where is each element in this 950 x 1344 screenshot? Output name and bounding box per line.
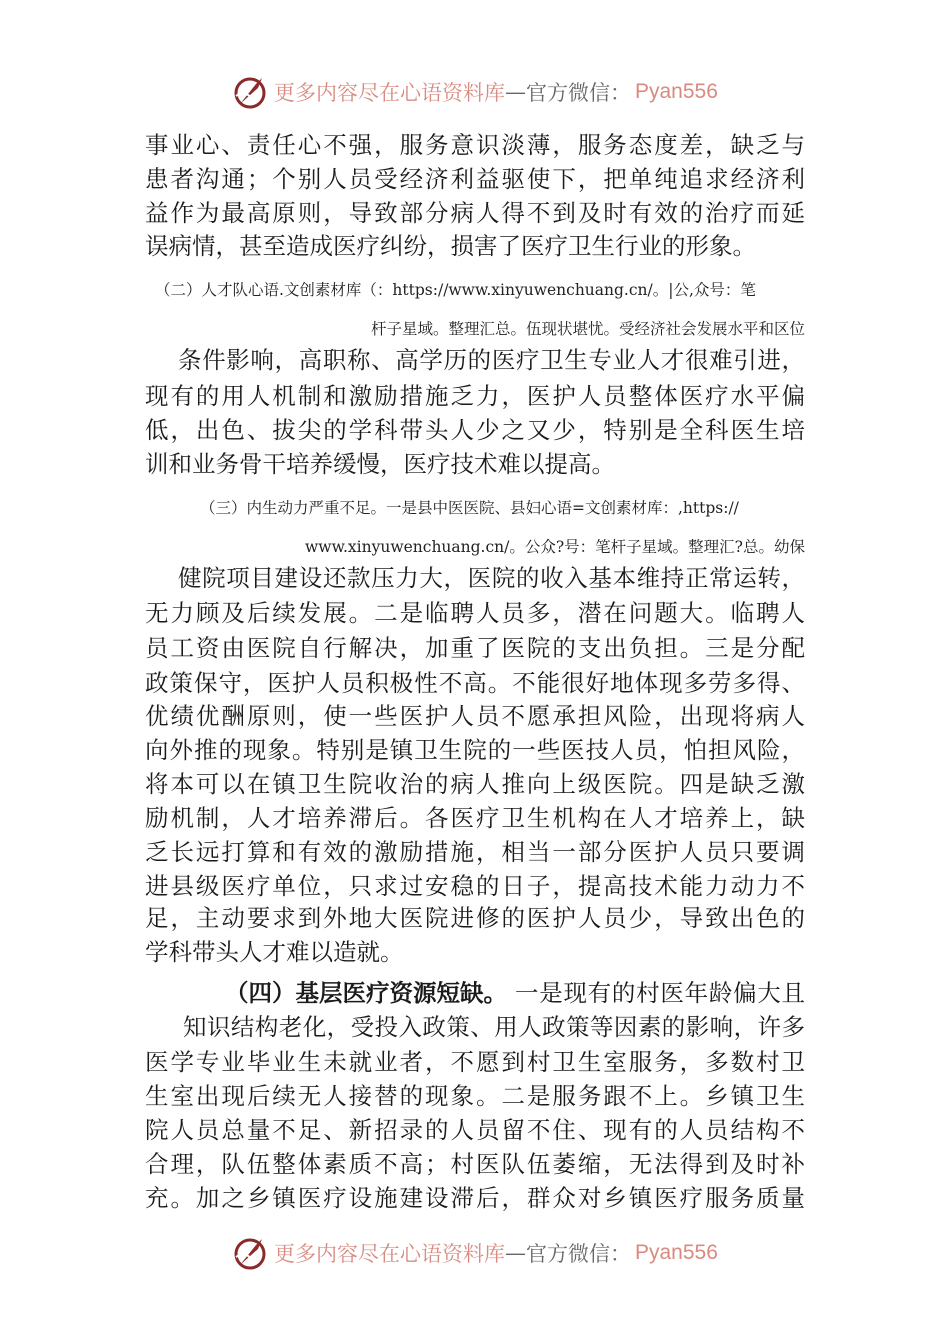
banner-dash: — — [505, 1241, 526, 1265]
paragraph-line: 学科带头人才难以造就。 — [145, 938, 404, 966]
watermark-text-line: （二）人才队心语.文创素材库（：https://www.xinyuwenchuang.cn/。|公,众号：笔 — [155, 281, 756, 299]
paragraph-line: 院人员总量不足、新招录的人员留不住、现有的人员结构不 — [145, 1116, 805, 1144]
section-heading-4: （四）基层医疗资源短缺。 — [225, 979, 507, 1007]
banner-wechat-label: 官方微信： — [526, 1242, 631, 1266]
banner-wechat-id: Pyan556 — [635, 1241, 718, 1264]
paragraph-line: 充。加之乡镇医疗设施建设滞后，群众对乡镇医疗服务质量 — [145, 1184, 805, 1212]
paragraph-line: 现有的用人机制和激励措施乏力，医护人员整体医疗水平偏 — [145, 382, 805, 410]
paragraph-line: 乏长远打算和有效的激励措施，相当一部分医护人员只要调 — [145, 838, 805, 866]
paragraph-line: 将本可以在镇卫生院收治的病人推向上级医院。四是缺乏激 — [145, 770, 805, 798]
watermark-text-line: www.xinyuwenchuang.cn/。公众?号：笔杆子星域。整理汇?总。幼保 — [305, 538, 805, 556]
paragraph-line: 向外推的现象。特别是镇卫生院的一些医技人员，怕担风险， — [145, 736, 805, 764]
paragraph-line: 事业心、责任心不强，服务意识淡薄，服务态度差，缺乏与 — [145, 131, 805, 159]
banner-dash: — — [505, 80, 526, 104]
paragraph-line: 低，出色、拔尖的学科带头人少之又少，特别是全科医生培 — [145, 416, 805, 444]
paragraph-line: 误病情，甚至造成医疗纠纷，损害了医疗卫生行业的形象。 — [145, 232, 756, 260]
paragraph-line: 条件影响，高职称、高学历的医疗卫生专业人才很难引进， — [178, 346, 805, 374]
quill-logo-icon — [232, 74, 268, 110]
paragraph-line: 一是现有的村医年龄偏大且 — [515, 979, 805, 1007]
paragraph-line: 患者沟通；个别人员受经济利益驱使下，把单纯追求经济利 — [145, 165, 805, 193]
paragraph-line: 励机制，人才培养滞后。各医疗卫生机构在人才培养上，缺 — [145, 804, 805, 832]
watermark-text-line: （三）内生动力严重不足。一是县中医医院、县妇心语=文创素材库：,https:// — [200, 499, 739, 517]
banner-wechat-id: Pyan556 — [635, 80, 718, 103]
paragraph-line: 医学专业毕业生未就业者，不愿到村卫生室服务，多数村卫 — [145, 1048, 805, 1076]
paragraph-line: 足，主动要求到外地大医院进修的医护人员少，导致出色的 — [145, 904, 805, 932]
paragraph-line: 无力顾及后续发展。二是临聘人员多，潜在问题大。临聘人 — [145, 599, 805, 627]
paragraph-line: 生室出现后续无人接替的现象。二是服务跟不上。乡镇卫生 — [145, 1082, 805, 1110]
header-banner — [232, 72, 718, 112]
paragraph-line: 员工资由医院自行解决，加重了医院的支出负担。三是分配 — [145, 634, 805, 662]
banner-wechat-label: 官方微信： — [526, 81, 631, 105]
paragraph-line: 进县级医疗单位，只求过安稳的日子，提高技术能力动力不 — [145, 872, 805, 900]
footer-banner — [232, 1233, 718, 1273]
paragraph-line: 政策保守，医护人员积极性不高。不能很好地体现多劳多得、 — [145, 669, 805, 697]
paragraph-line: 合理，队伍整体素质不高；村医队伍萎缩，无法得到及时补 — [145, 1150, 805, 1178]
banner-site-text: 更多内容尽在心语资料库 — [274, 81, 505, 105]
paragraph-line: 优绩优酬原则，使一些医护人员不愿承担风险，出现将病人 — [145, 702, 805, 730]
paragraph-line: 训和业务骨干培养缓慢，医疗技术难以提高。 — [145, 450, 615, 478]
paragraph-line: 知识结构老化，受投入政策、用人政策等因素的影响，许多 — [183, 1013, 805, 1041]
paragraph-line: 健院项目建设还款压力大，医院的收入基本维持正常运转， — [178, 564, 805, 592]
quill-logo-icon — [232, 1235, 268, 1271]
watermark-text-line: 杆子星域。整理汇总。伍现状堪忧。受经济社会发展水平和区位 — [370, 320, 805, 338]
banner-site-text: 更多内容尽在心语资料库 — [274, 1242, 505, 1266]
paragraph-line: 益作为最高原则，导致部分病人得不到及时有效的治疗而延 — [145, 199, 805, 227]
